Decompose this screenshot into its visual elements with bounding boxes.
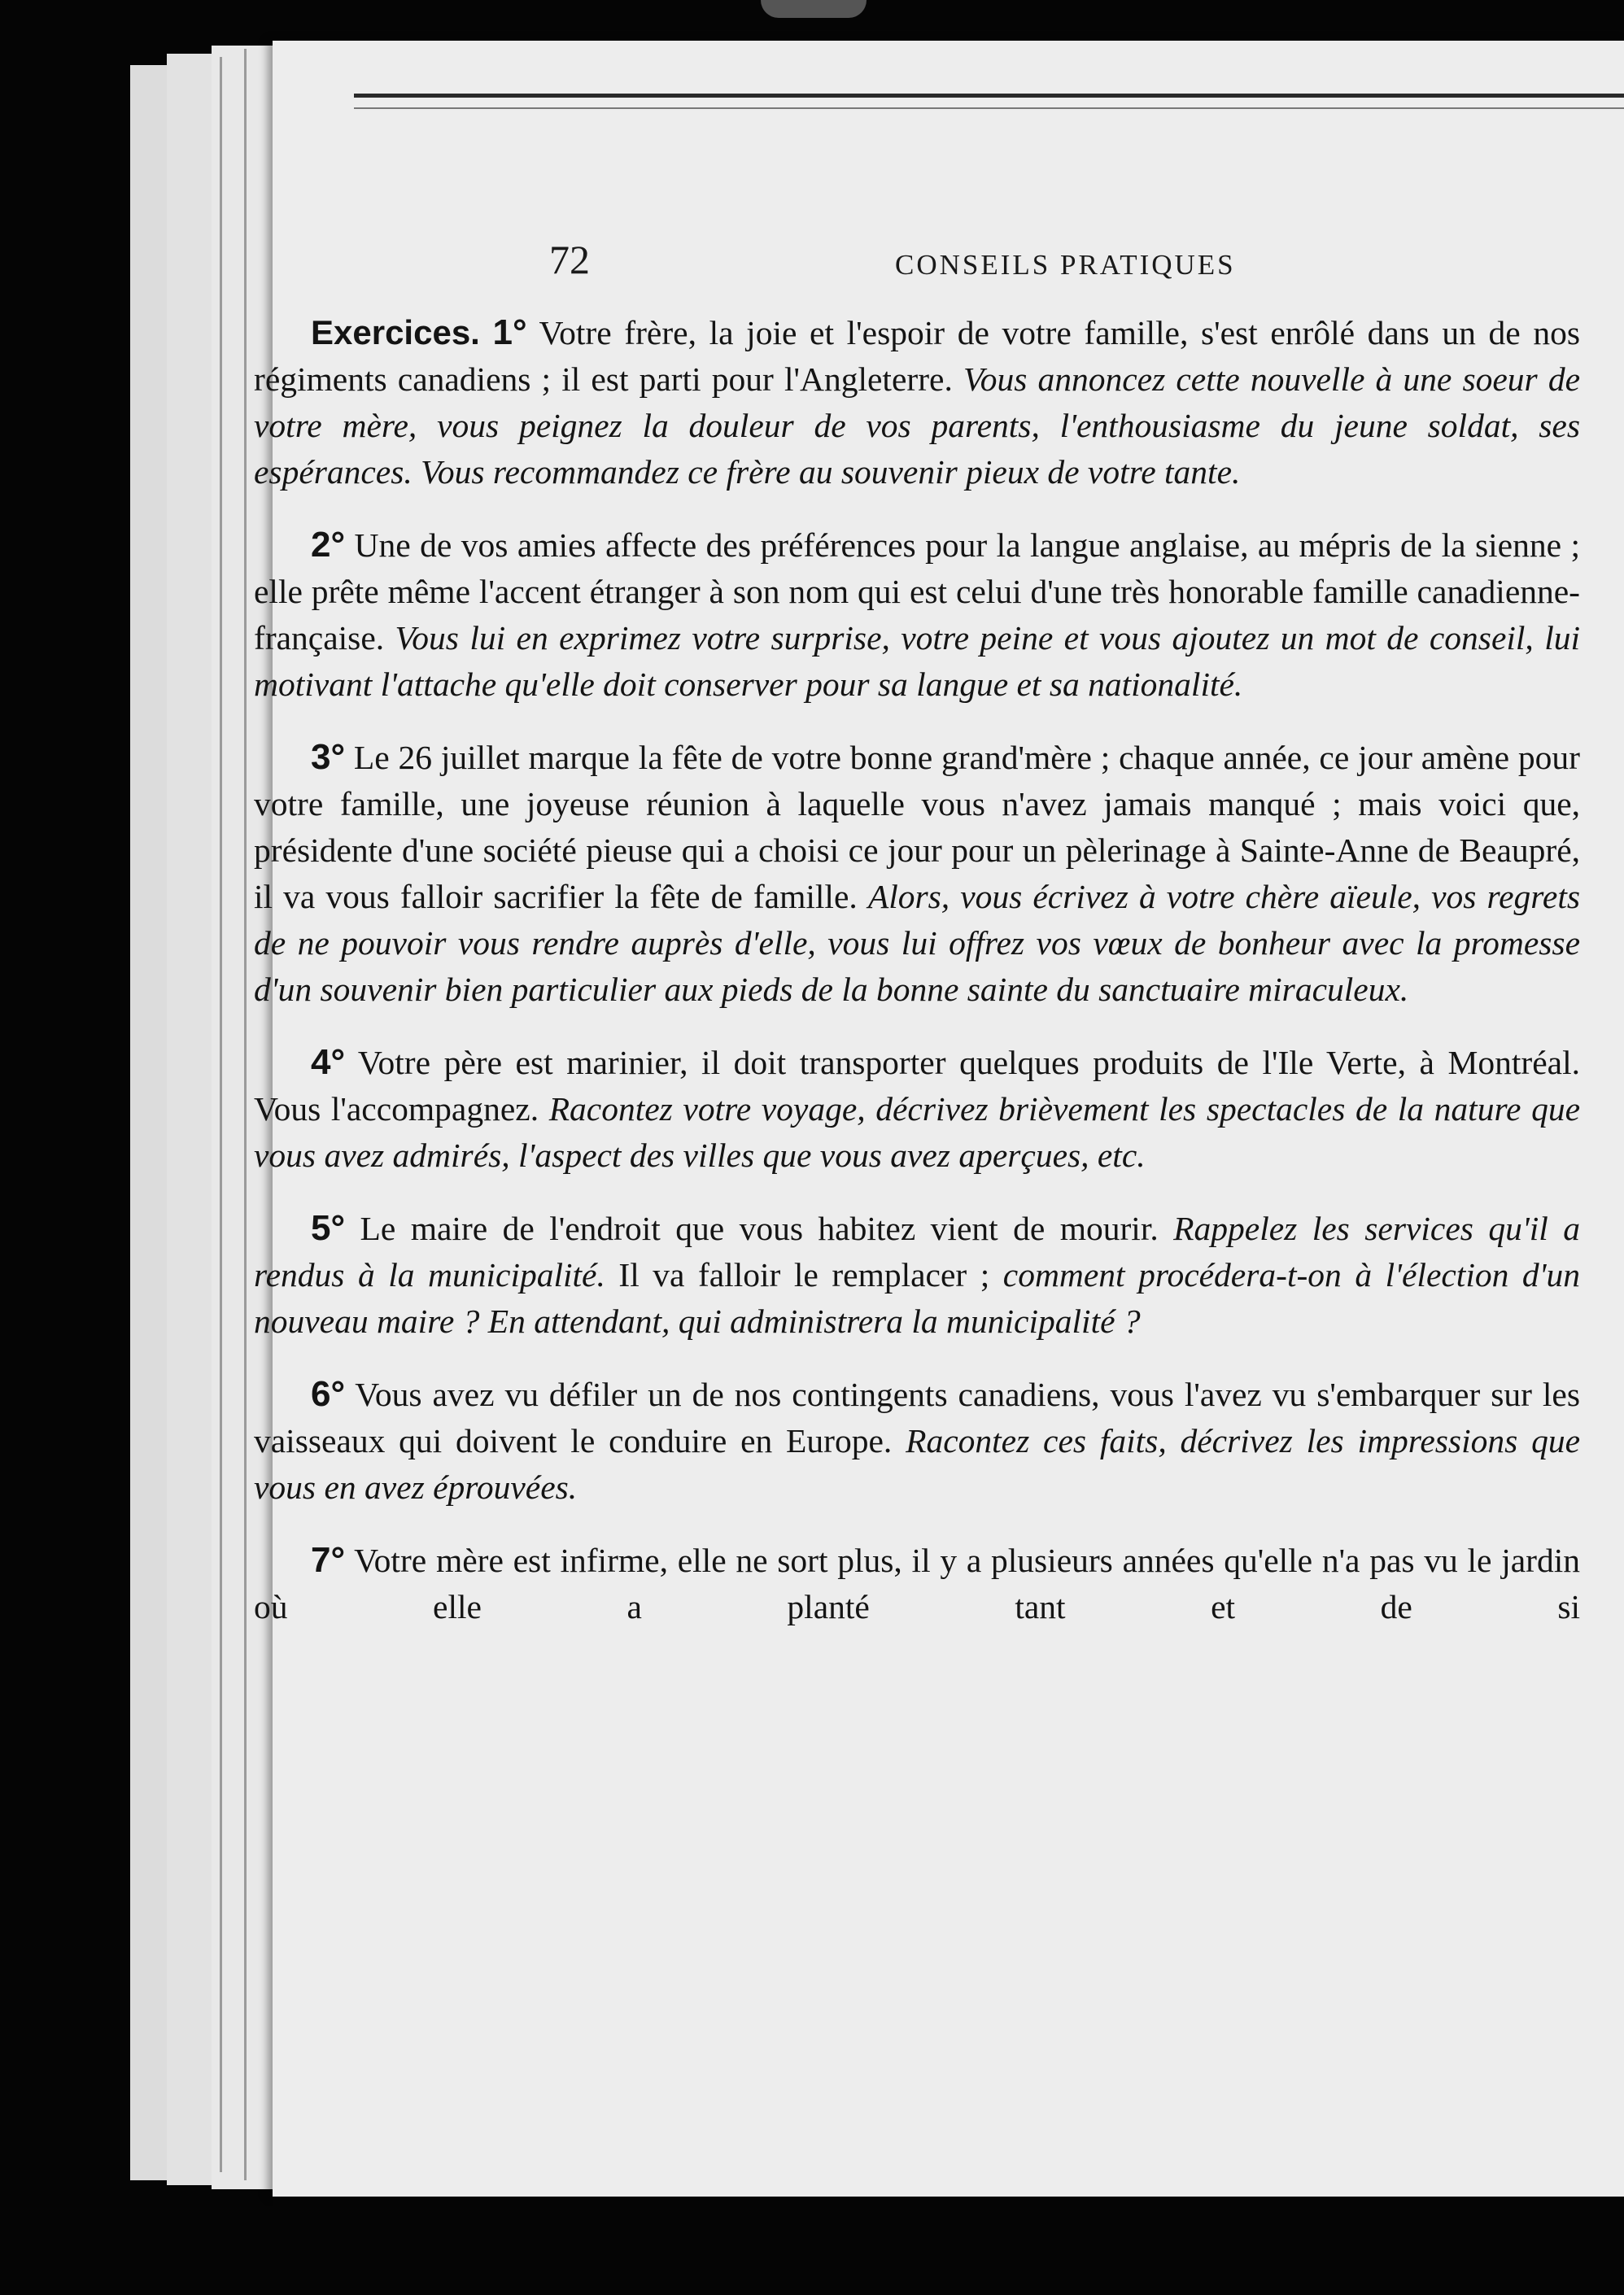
exercise-number: 5° [311,1208,346,1248]
exercise-3 [254,734,1580,1013]
bottom-shadow [273,2197,1624,2295]
exercise-number: 1° [492,312,527,352]
exercise-text: Votre mère est infirme, elle ne sort plus, il y a plusieurs années qu'elle n'a pas vu le jardin où elle a planté tant et de si [254,1542,1580,1625]
exercise-number: 3° [311,737,346,777]
exercise-2 [254,521,1580,708]
exercise-instruction: Rappelez les services qu'il a rendus à la municipalité. [254,1210,1580,1294]
top-rule-secondary [354,107,1624,109]
exercise-text: Vous avez vu défiler un de nos contingents canadiens, vous l'avez vu s'embarquer sur les vaisseaux qui doivent le conduire en Europe. [254,1376,1580,1459]
exercise-5 [254,1205,1580,1345]
binding-mark [761,0,867,18]
exercise-text: Une de vos amies affecte des préférences pour la langue anglaise, au mépris de la sienne ; elle prête même l'accent étranger à son nom qui est celui d'une très honorable famille canadienne-française. [254,526,1580,657]
exercise-text: Le maire de l'endroit que vous habitez vient de mourir. [345,1210,1174,1247]
section-label: Exercices. [311,313,480,351]
page-body [254,309,1580,1656]
exercise-text: Le 26 juillet marque la fête de votre bonne grand'mère ; chaque année, ce jour amène pour votre famille, une joyeuse réunion à laquelle vous n'avez jamais manqué ; mais voici que, présidente d'une société pieuse qui a choisi ce jour pour un pèlerinage à Sainte-Anne de Beaupré, il va vous falloir sacrifier la fête de famille. [254,739,1580,915]
exercise-instruction: Racontez votre voyage, décrivez brièvement les spectacles de la nature que vous avez admirés, l'aspect des villes que vous avez aperçues, etc. [254,1090,1581,1174]
page-edge-line [220,57,222,2172]
exercise-text: Votre père est marinier, il doit transporter quelques produits de l'Ile Verte, à Montréal. Vous l'accompagnez. [254,1044,1580,1128]
exercise-4 [254,1039,1580,1179]
exercise-number: 7° [311,1540,346,1580]
exercise-1 [254,309,1580,495]
page-header [273,236,1624,293]
exercise-number: 6° [311,1374,346,1414]
exercise-number: 2° [311,525,346,565]
running-head: CONSEILS PRATIQUES [895,249,1236,281]
page-edge-line [244,49,247,2180]
exercise-7 [254,1537,1580,1630]
exercise-instruction: Alors, vous écrivez à votre chère aïeule, vos regrets de ne pouvoir vous rendre auprès d'elle, vous lui offrez vos vœux de bonheur avec la promesse d'un souvenir bien particulier aux pieds de la bonne sainte du sanctuaire miraculeux. [254,878,1580,1008]
exercise-instruction: Vous annoncez cette nouvelle à une soeur de votre mère, vous peignez la douleur de vos parents, l'enthousiasme du jeune soldat, ses espérances. Vous recommandez ce frère au souvenir pieux de votre tante. [254,360,1580,491]
exercise-instruction: Racontez ces faits, décrivez les impressions que vous en avez éprouvées. [254,1422,1581,1506]
page-number: 72 [549,237,590,282]
exercise-text-continued: Il va falloir le remplacer ; [605,1256,1003,1294]
exercise-6 [254,1371,1580,1511]
top-rule [354,94,1624,98]
exercise-number: 4° [311,1042,346,1082]
exercise-instruction: Vous lui en exprimez votre surprise, votre peine et vous ajoutez un mot de conseil, lui motivant l'attache qu'elle doit conserver pour sa langue et sa nationalité. [254,619,1581,703]
exercise-instruction-continued: comment procédera-t-on à l'élection d'un nouveau maire ? En attendant, qui administrera la municipalité ? [254,1256,1580,1340]
exercise-text: Votre frère, la joie et l'espoir de votre famille, s'est enrôlé dans un de nos régiments canadiens ; il est parti pour l'Angleterre. [254,314,1581,398]
